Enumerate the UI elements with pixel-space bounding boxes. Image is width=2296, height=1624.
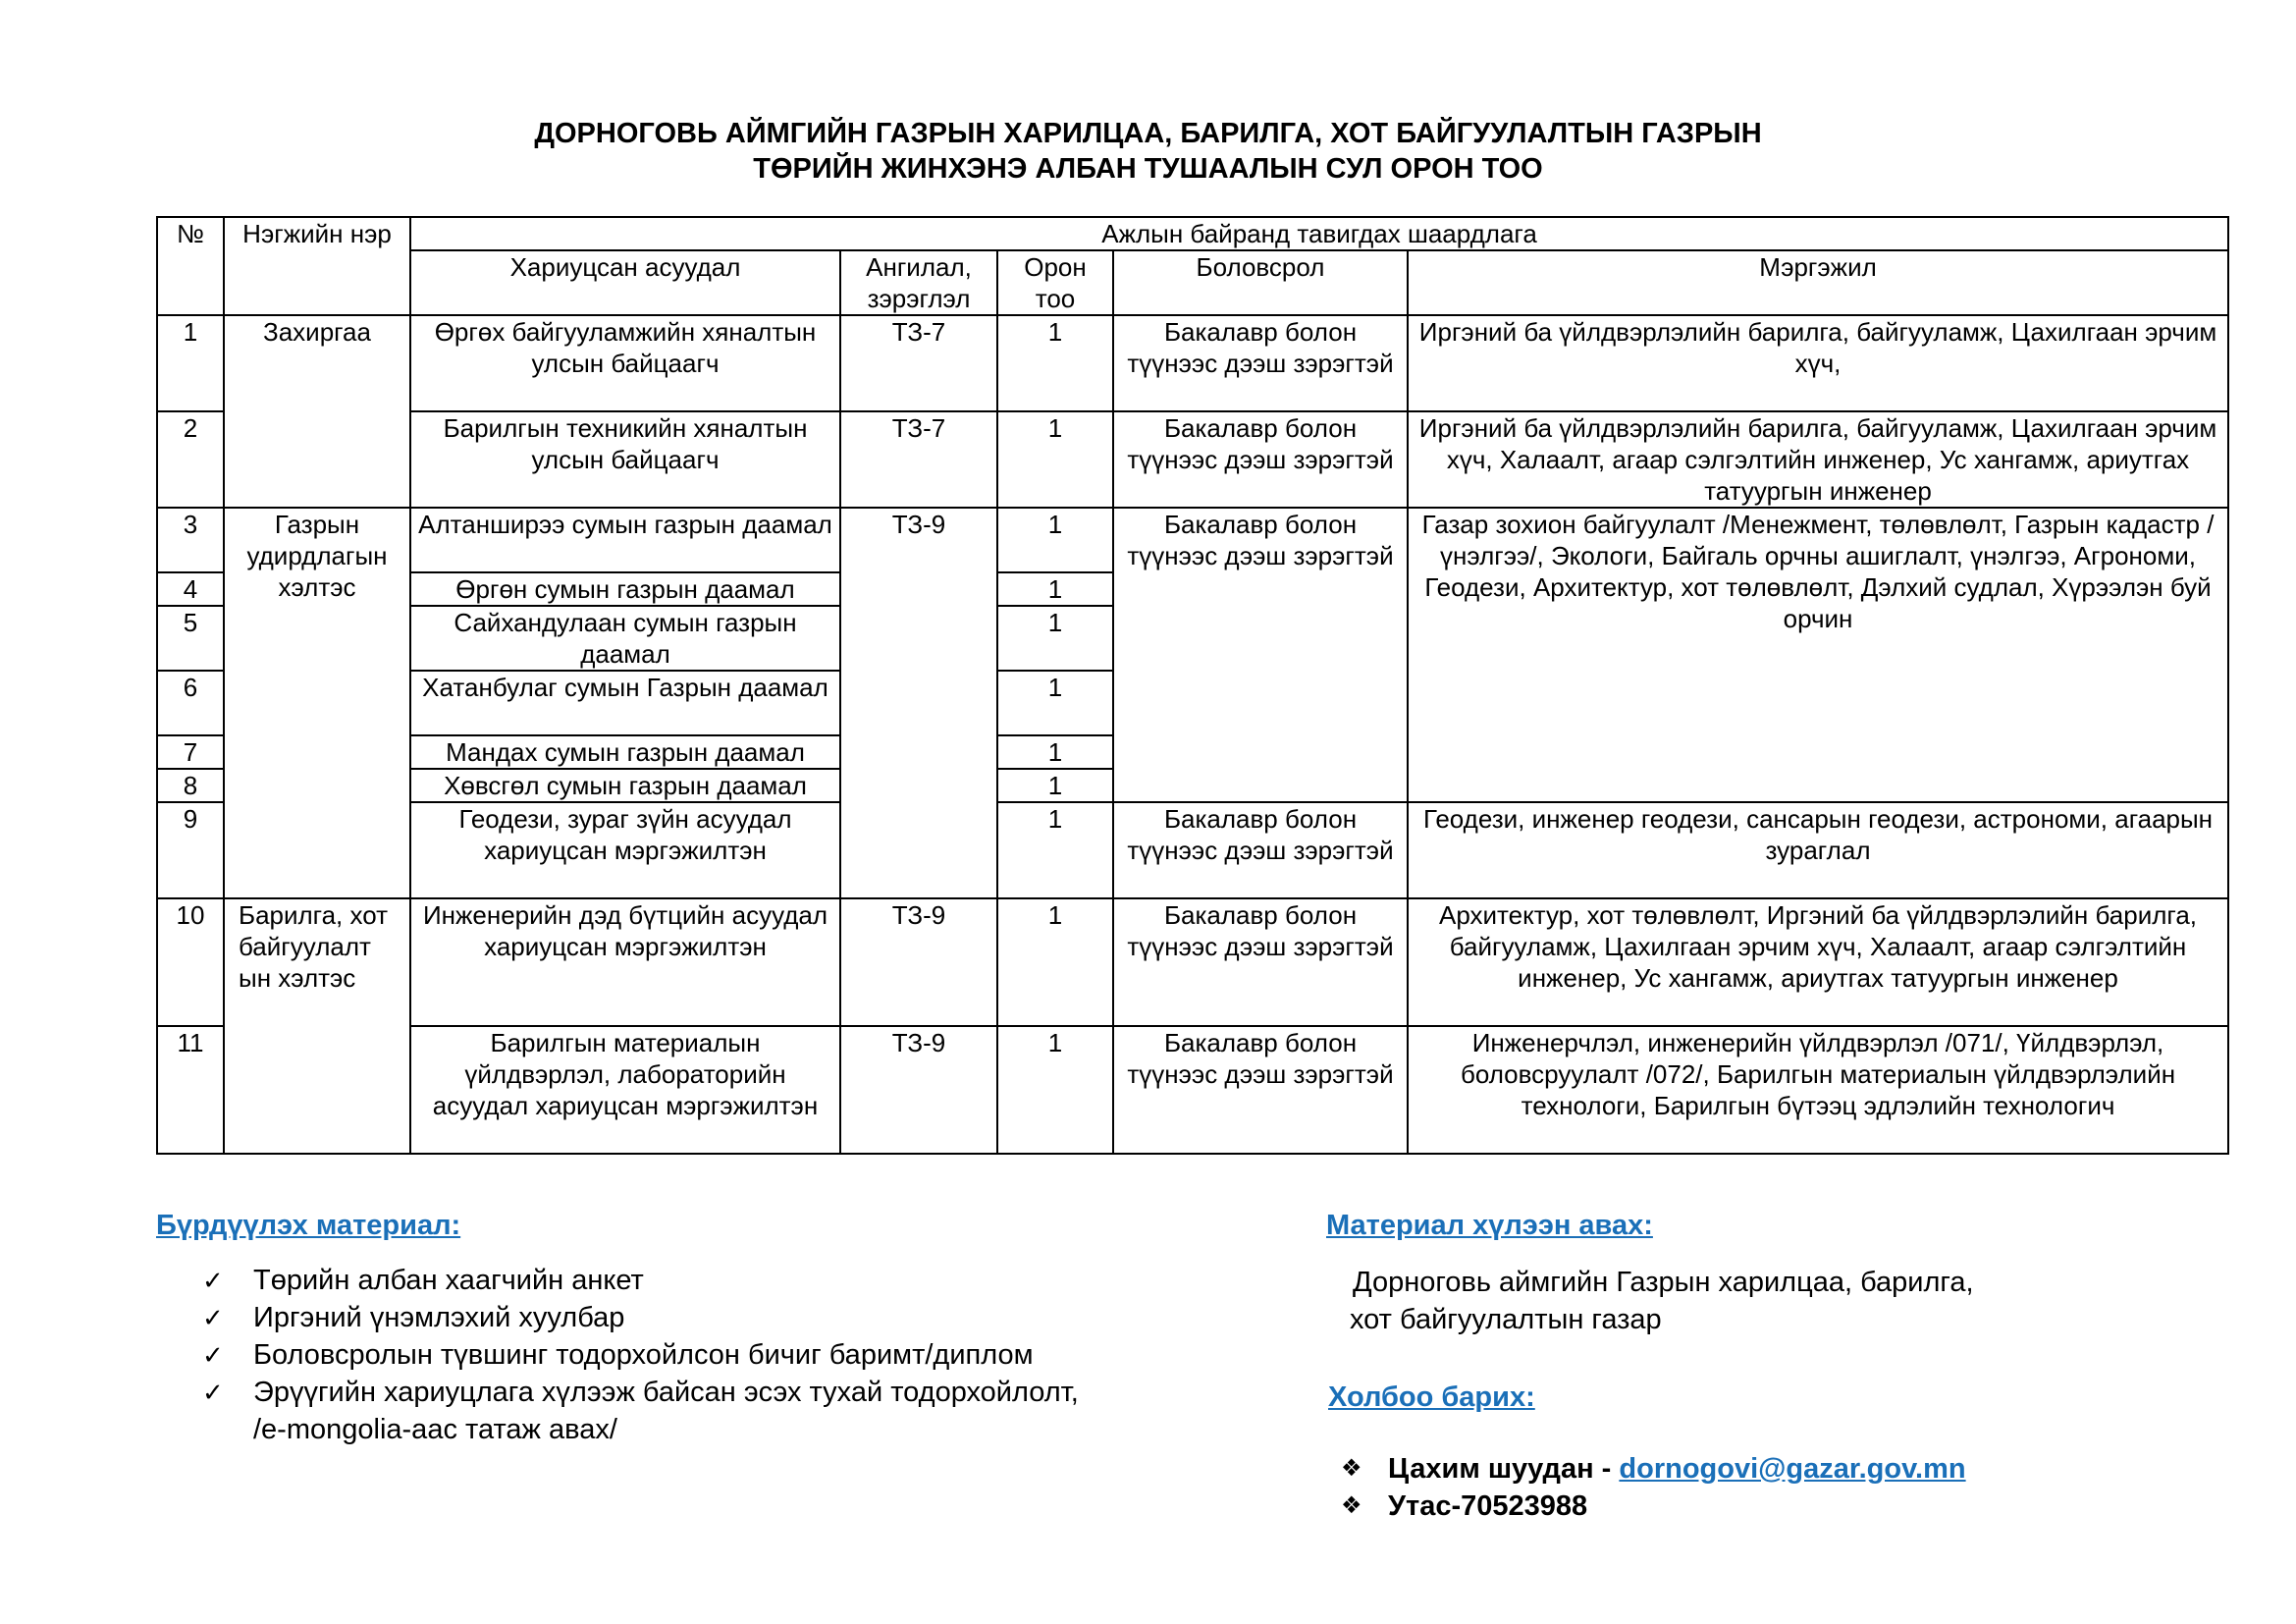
- count-cell: 1: [997, 769, 1113, 802]
- header-education: Боловсрол: [1113, 250, 1408, 315]
- position-cell: Геодези, зураг зүйн асуудал хариуцсан мэргэжилтэн: [410, 802, 840, 898]
- row-num: 11: [157, 1026, 224, 1154]
- header-num: №: [157, 217, 224, 315]
- row-num: 10: [157, 898, 224, 1026]
- specialty-cell: Геодези, инженер геодези, сансарын геодези, астрономи, агаарын зураглал: [1408, 802, 2228, 898]
- checkmark-icon: ✓: [202, 1303, 224, 1332]
- table-row: [157, 411, 2228, 508]
- checkmark-icon: ✓: [202, 1340, 224, 1370]
- list-item: ✓ Иргэний үнэмлэхий хуулбар: [202, 1299, 1282, 1336]
- specialty-cell: Иргэний ба үйлдвэрлэлийн барилга, байгууламж, Цахилгаан эрчим хүч,: [1408, 315, 2228, 411]
- contact-list: [1341, 1450, 1966, 1525]
- table-header-row: [157, 217, 2228, 250]
- table-row: [157, 898, 2228, 1026]
- position-cell: Хатанбулаг сумын Газрын даамал: [410, 671, 840, 735]
- table-row: [157, 315, 2228, 411]
- education-cell: Бакалавр болон түүнээс дээш зэрэгтэй: [1113, 898, 1408, 1026]
- list-item: ✓ Эрүүгийн хариуцлага хүлээж байсан эсэх тухай тодорхойлолт, /e-mongolia-аас татаж авах/: [202, 1374, 1282, 1448]
- position-cell: Өргөх байгууламжийн хяналтын улсын байцаагч: [410, 315, 840, 411]
- diamond-bullet-icon: ❖: [1341, 1455, 1362, 1482]
- position-cell: Мандах сумын газрын даамал: [410, 735, 840, 769]
- position-cell: Алтанширээ сумын газрын даамал: [410, 508, 840, 572]
- list-item: [1341, 1450, 1966, 1488]
- category-cell: ТЗ-7: [840, 315, 997, 411]
- header-count: Орон тоо: [997, 250, 1113, 315]
- email-link[interactable]: dornogovi@gazar.gov.mn: [1619, 1453, 1966, 1485]
- count-cell: 1: [997, 735, 1113, 769]
- list-item: ✓ Төрийн албан хаагчийн анкет: [202, 1262, 1282, 1299]
- count-cell: 1: [997, 802, 1113, 898]
- row-num: 2: [157, 411, 224, 508]
- materials-heading: Бүрдүүлэх материал:: [156, 1210, 461, 1241]
- unit-cell: Газрын удирдлагын хэлтэс: [224, 508, 410, 898]
- position-cell: Өргөн сумын газрын даамал: [410, 572, 840, 606]
- row-num: 3: [157, 508, 224, 572]
- count-cell: 1: [997, 1026, 1113, 1154]
- header-specialty: Мэргэжил: [1408, 250, 2228, 315]
- education-cell: Бакалавр болон түүнээс дээш зэрэгтэй: [1113, 802, 1408, 898]
- count-cell: 1: [997, 606, 1113, 671]
- position-cell: Инженерийн дэд бүтцийн асуудал хариуцсан мэргэжилтэн: [410, 898, 840, 1026]
- count-cell: 1: [997, 898, 1113, 1026]
- position-cell: Барилгын материалын үйлдвэрлэл, лабораторийн асуудал хариуцсан мэргэжилтэн: [410, 1026, 840, 1154]
- diamond-bullet-icon: ❖: [1341, 1492, 1362, 1519]
- unit-cell: Захиргаа: [224, 315, 410, 508]
- contact-heading: Холбоо барих:: [1328, 1381, 1535, 1413]
- email-label: Цахим шуудан -: [1388, 1453, 1620, 1485]
- table-row: [157, 802, 2228, 898]
- specialty-cell: Архитектур, хот төлөвлөлт, Иргэний ба үйлдвэрлэлийн барилга, байгууламж, Цахилгаан эрчим хүч, Халаалт, агаар сэлгэлтийн инженер, Ус хангамж, ариутгах татуургын инженер: [1408, 898, 2228, 1026]
- count-cell: 1: [997, 572, 1113, 606]
- header-category: Ангилал, зэрэглэл: [840, 250, 997, 315]
- education-cell: Бакалавр болон түүнээс дээш зэрэгтэй: [1113, 1026, 1408, 1154]
- list-item: [1341, 1488, 1966, 1525]
- row-num: 6: [157, 671, 224, 735]
- page-title: [0, 116, 2296, 187]
- receive-address-line-1: Дорноговь аймгийн Газрын харилцаа, барилга,: [1353, 1267, 1974, 1298]
- materials-list: [202, 1262, 1282, 1448]
- table-subheader-row: [157, 250, 2228, 315]
- count-cell: 1: [997, 411, 1113, 508]
- title-line-2: ТӨРИЙН ЖИНХЭНЭ АЛБАН ТУШААЛЫН СУЛ ОРОН ТОО: [753, 153, 1543, 185]
- category-cell: ТЗ-9: [840, 508, 997, 898]
- position-cell: Хөвсгөл сумын газрын даамал: [410, 769, 840, 802]
- education-cell: Бакалавр болон түүнээс дээш зэрэгтэй: [1113, 411, 1408, 508]
- row-num: 9: [157, 802, 224, 898]
- count-cell: 1: [997, 508, 1113, 572]
- education-cell: Бакалавр болон түүнээс дээш зэрэгтэй: [1113, 315, 1408, 411]
- title-line-1: ДОРНОГОВЬ АЙМГИЙН ГАЗРЫН ХАРИЛЦАА, БАРИЛГА, ХОТ БАЙГУУЛАЛТЫН ГАЗРЫН: [534, 118, 1762, 149]
- row-num: 8: [157, 769, 224, 802]
- table-row: [157, 508, 2228, 572]
- header-unit: Нэгжийн нэр: [224, 217, 410, 315]
- phone-text: Утас-70523988: [1388, 1490, 1588, 1522]
- receive-heading: Материал хүлээн авах:: [1326, 1210, 1653, 1241]
- header-position: Хариуцсан асуудал: [410, 250, 840, 315]
- category-cell: ТЗ-9: [840, 898, 997, 1026]
- unit-cell: Барилга, хот байгуулалт ын хэлтэс: [224, 898, 410, 1154]
- checkmark-icon: ✓: [202, 1378, 224, 1407]
- row-num: 4: [157, 572, 224, 606]
- position-cell: Сайхандулаан сумын газрын даамал: [410, 606, 840, 671]
- vacancy-table: [156, 216, 2229, 1155]
- specialty-cell: Иргэний ба үйлдвэрлэлийн барилга, байгууламж, Цахилгаан эрчим хүч, Халаалт, агаар сэлгэлтийн инженер, Ус хангамж, ариутгах татуургын инженер: [1408, 411, 2228, 508]
- position-cell: Барилгын техникийн хяналтын улсын байцаагч: [410, 411, 840, 508]
- row-num: 1: [157, 315, 224, 411]
- category-cell: ТЗ-9: [840, 1026, 997, 1154]
- receive-address-line-2: хот байгуулалтын газар: [1350, 1304, 1662, 1335]
- count-cell: 1: [997, 315, 1113, 411]
- education-cell: Бакалавр болон түүнээс дээш зэрэгтэй: [1113, 508, 1408, 802]
- specialty-cell: Инженерчлэл, инженерийн үйлдвэрлэл /071/, Үйлдвэрлэл, боловсруулалт /072/, Барилгын материалын үйлдвэрлэлийн технологи, Барилгын бүтээц эдлэлийн технологич: [1408, 1026, 2228, 1154]
- checkmark-icon: ✓: [202, 1266, 224, 1295]
- header-requirements: Ажлын байранд тавигдах шаардлага: [410, 217, 2228, 250]
- specialty-cell: Газар зохион байгуулалт /Менежмент, төлөвлөлт, Газрын кадастр /үнэлгээ/, Экологи, Байгаль орчны ашиглалт, үнэлгээ, Агрономи, Геодези, Архитектур, хот төлөвлөлт, Дэлхий судлал, Хүрээлэн буй орчин: [1408, 508, 2228, 802]
- count-cell: 1: [997, 671, 1113, 735]
- table-row: [157, 1026, 2228, 1154]
- row-num: 5: [157, 606, 224, 671]
- category-cell: ТЗ-7: [840, 411, 997, 508]
- list-item: ✓ Боловсролын түвшинг тодорхойлсон бичиг баримт/диплом: [202, 1336, 1282, 1374]
- row-num: 7: [157, 735, 224, 769]
